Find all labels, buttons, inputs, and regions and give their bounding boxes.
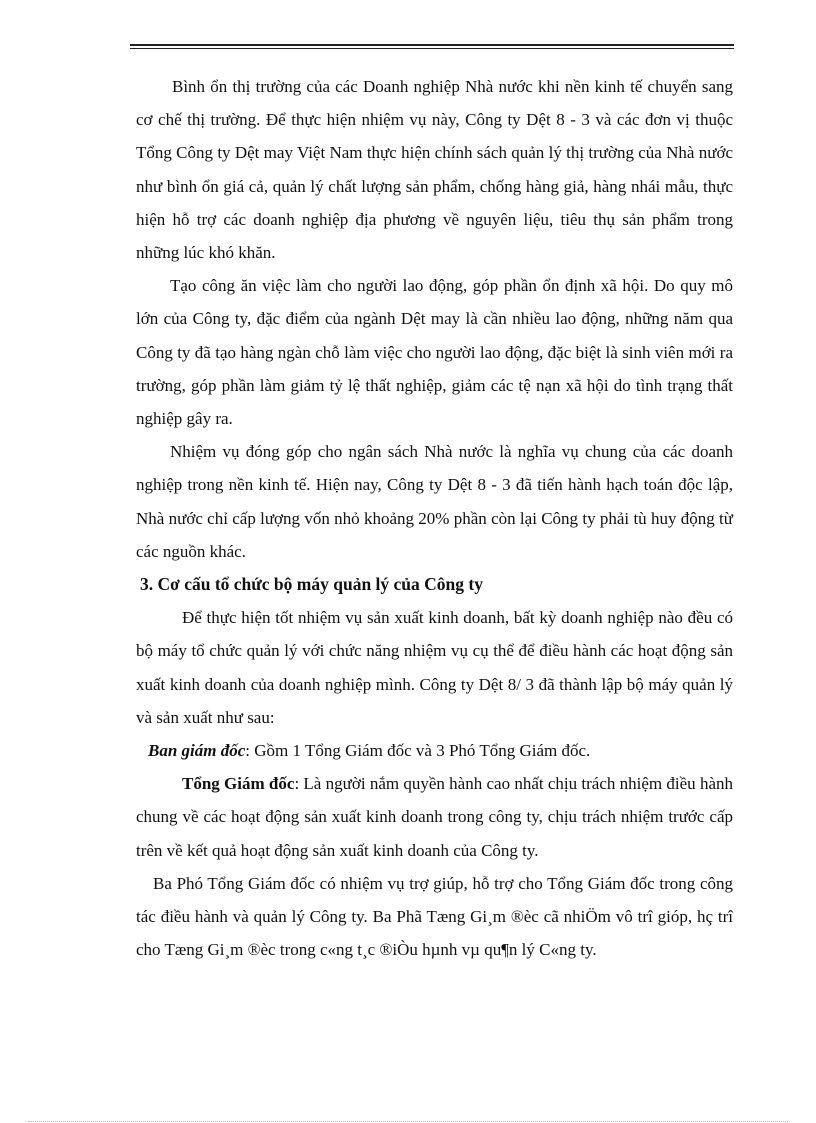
board-line	[136, 734, 733, 767]
paragraph-management-intro: Để thực hiện tốt nhiệm vụ sản xuất kinh doanh, bất kỳ doanh nghiệp nào đều có bộ máy tổ chức quản lý với chức năng nhiệm vụ cụ thể để điều hành các hoạt động sản xuất kinh doanh của doanh nghiệp mình. Công ty Dệt 8/ 3 đã thành lập bộ máy quản lý và sản xuất như sau:	[136, 608, 733, 727]
paragraph-budget-contribution: Nhiệm vụ đóng góp cho ngân sách Nhà nước là nghĩa vụ chung của các doanh nghiệp trong nền kinh tế. Hiện nay, Công ty Dệt 8 - 3 đã tiến hành hạch toán độc lập, Nhà nước chỉ cấp lượng vốn nhỏ khoảng 20% phần còn lại Công ty phải tù huy động từ các nguồn khác.	[136, 442, 733, 561]
board-text: : Gồm 1 Tổng Giám đốc và 3 Phó Tổng Giám đốc.	[245, 741, 591, 761]
section-heading: 3. Cơ cấu tổ chức bộ máy quản lý của Công ty	[140, 574, 483, 595]
director-text: : Là người nắm quyền hành cao nhất chịu trách nhiệm điều hành chung về các hoạt động sản xuất kinh doanh trong công ty, chịu trách nhiệm trước cấp trên về kết quả hoạt động sản xuất kinh doanh của Công ty.	[136, 774, 733, 860]
director-paragraph	[136, 767, 733, 867]
footer-dotted-line	[28, 1121, 788, 1122]
paragraph-market-stabilization: Bình ổn thị trường của các Doanh nghiệp Nhà nước khi nền kinh tế chuyển sang cơ chế thị trường. Để thực hiện nhiệm vụ này, Công ty Dệt 8 - 3 và các đơn vị thuộc Tổng Công ty Dệt may Việt Nam thực hiện chính sách quản lý thị trường của Nhà nước như bình ổn giá cả, quản lý chất lượng sản phẩm, chống hàng giả, hàng nhái mẫu, thực hiện hỗ trợ các doanh nghiệp địa phương về nguyên liệu, tiêu thụ sản phẩm trong những lúc khó khăn.	[136, 77, 733, 263]
header-rule-thin	[130, 48, 734, 49]
paragraph-employment: Tạo công ăn việc làm cho người lao động, góp phần ổn định xã hội. Do quy mô lớn của Công ty, đặc điểm của ngành Dệt may là cần nhiều lao động, những năm qua Công ty đã tạo hàng ngàn chỗ làm việc cho người lao động, đặc biệt là sinh viên mới ra trường, góp phần làm giảm tỷ lệ thất nghiệp, giảm các tệ nạn xã hội do tình trạng thất nghiệp gây ra.	[136, 276, 733, 429]
header-double-rule	[130, 44, 734, 46]
board-label: Ban giám đốc	[148, 741, 246, 761]
paragraph-deputy-directors: Ba Phó Tổng Giám đốc có nhiệm vụ trợ giúp, hỗ trợ cho Tổng Giám đốc trong công tác điều hành và quản lý Công ty. Ba Phã Tæng Gi¸m ®èc cã nhiÖm vô trî gióp, hç trî cho Tæng Gi¸m ®èc trong c«ng t¸c ®iÒu hµnh vµ qu¶n lý C«ng ty.	[136, 873, 733, 960]
document-body	[136, 70, 733, 966]
director-label: Tổng Giám đốc	[182, 774, 295, 794]
